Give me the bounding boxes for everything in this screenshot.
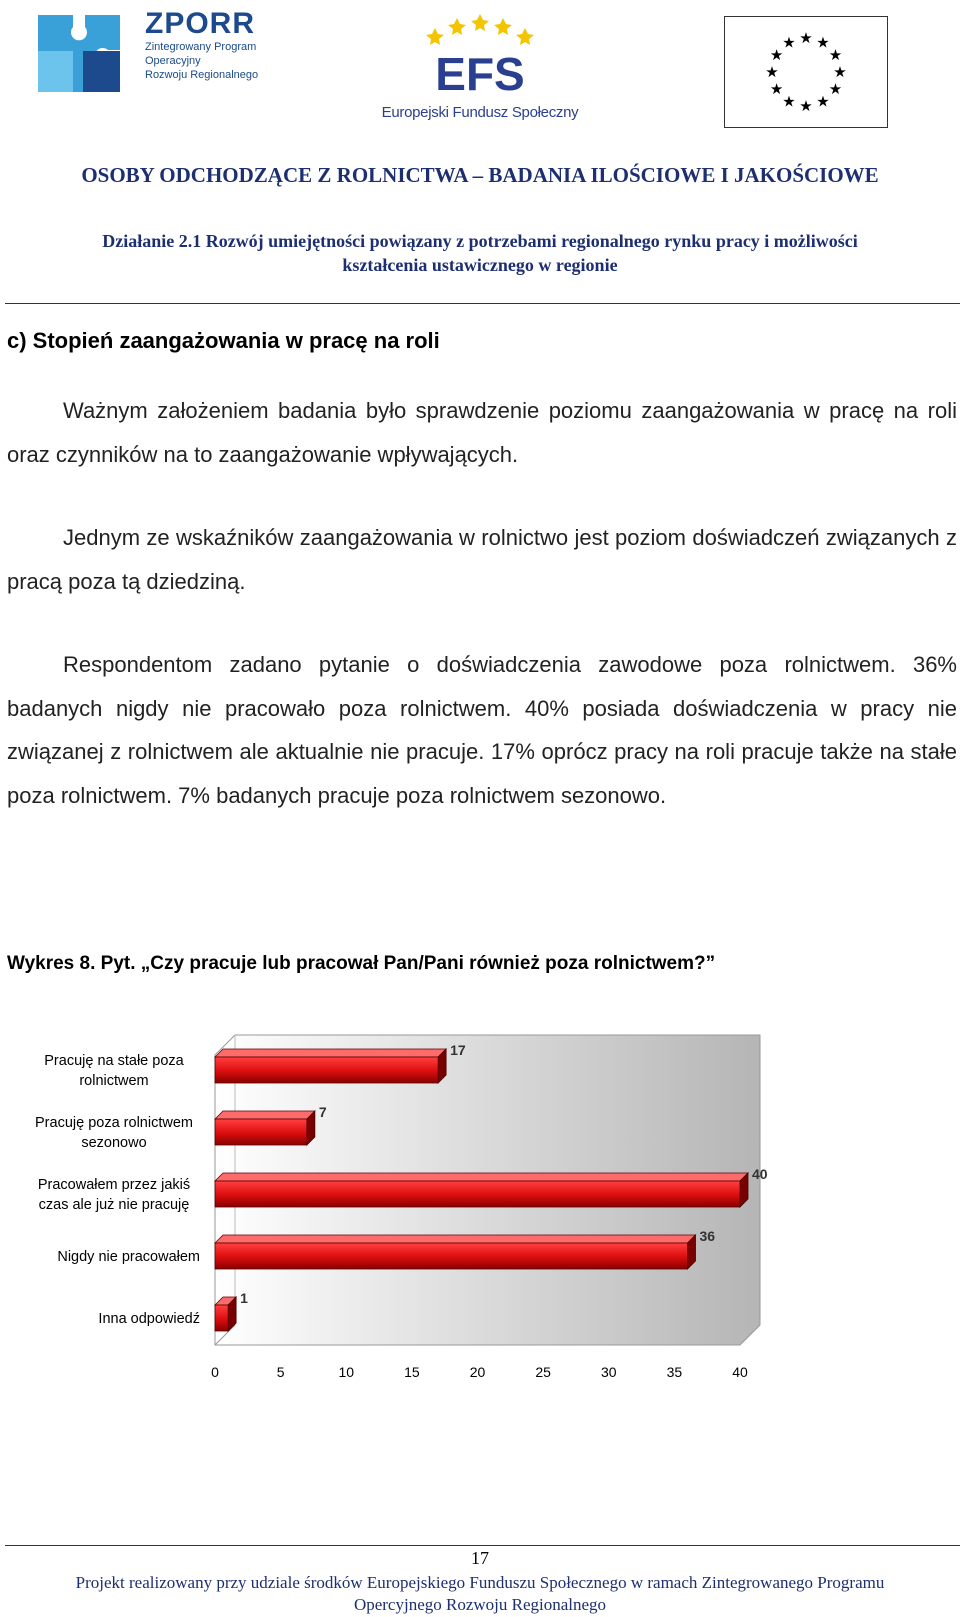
bar-value-label: 7 (318, 1104, 327, 1120)
bar (215, 1119, 307, 1145)
page-number: 17 (471, 1548, 489, 1568)
eu-stars-icon (725, 17, 887, 127)
eu-flag (724, 16, 888, 128)
zporr-title: ZPORR (145, 7, 255, 40)
paragraph-1: Ważnym założeniem badania było sprawdzenie poziomu zaangażowania w pracę na roli oraz czynników na to zaangażowanie wpływających. (7, 398, 957, 467)
x-tick-label: 35 (666, 1364, 683, 1380)
section-heading: c) Stopień zaangażowania w pracę na roli (7, 328, 440, 353)
bar-value-label: 36 (699, 1228, 716, 1244)
zporr-line-1: Zintegrowany Program (145, 41, 257, 53)
efs-mark: EFS (435, 48, 525, 100)
zporr-puzzle-logo (28, 5, 138, 97)
category-label: czas ale już nie pracuję (38, 1197, 190, 1213)
x-tick-label: 30 (600, 1364, 617, 1380)
bar (215, 1305, 228, 1331)
eu-star-icon: ★ (782, 92, 796, 111)
eu-star-icon: ★ (828, 46, 843, 64)
category-label: sezonowo (81, 1135, 147, 1151)
x-tick-label: 25 (535, 1364, 551, 1380)
category-label: rolnictwem (79, 1073, 149, 1089)
footer-divider (5, 1545, 960, 1546)
eu-star-icon: ★ (765, 63, 779, 81)
category-label: Inna odpowiedź (98, 1311, 200, 1327)
document-title: OSOBY ODCHODZĄCE Z ROLNICTWA – BADANIA ILOŚCIOWE I JAKOŚCIOWE (81, 163, 879, 187)
efs-caption: Europejski Fundusz Społeczny (381, 104, 579, 121)
footer-line-2: Opercyjnego Rozwoju Regionalnego (353, 1595, 607, 1614)
category-label: Pracuję na stałe poza (44, 1053, 184, 1069)
category-label: Nigdy nie pracowałem (57, 1249, 200, 1265)
bar (215, 1181, 740, 1207)
bar-chart (0, 1030, 960, 1430)
efs-logo (415, 10, 545, 100)
bar-value-label: 17 (450, 1042, 466, 1058)
eu-star-icon: ★ (828, 80, 843, 98)
logo-bar (0, 0, 960, 140)
x-tick-label: 5 (276, 1364, 285, 1380)
bar-top (215, 1235, 696, 1243)
bar-top (215, 1173, 748, 1181)
zporr-wordmark (145, 8, 258, 82)
zporr-line-3: Rozwoju Regionalnego (145, 69, 259, 81)
footer-text (0, 1572, 960, 1616)
eu-star-icon: ★ (769, 80, 784, 98)
document-subtitle (30, 229, 930, 277)
chart-caption: Wykres 8. Pyt. „Czy pracuje lub pracował Pan/Pani również poza rolnictwem?” (7, 953, 716, 974)
x-tick-label: 15 (404, 1364, 420, 1380)
bar-top (215, 1111, 315, 1119)
paragraph-3: Respondentom zadano pytanie o doświadczenia zawodowe poza rolnictwem. 36% badanych nigdy nie pracowało poza rolnictwem. 40% posiada doświadczenia w pracy nie związanej z rolnictwem ale aktualnie nie pracuje. 17% oprócz pracy na roli pracuje także na stałe poza rolnictwem. 7% badanych pracuje poza rolnictwem sezonowo. (7, 652, 957, 808)
eu-star-icon: ★ (816, 92, 830, 111)
header-divider (5, 303, 960, 304)
category-label: Pracuję poza rolnictwem (35, 1115, 193, 1131)
x-tick-label: 10 (338, 1364, 355, 1380)
eu-star-icon: ★ (799, 29, 813, 47)
bar-top (215, 1049, 446, 1057)
eu-star-icon: ★ (799, 97, 813, 115)
subtitle-line-1: Działanie 2.1 Rozwój umiejętności powiązany z potrzebami regionalnego rynku pracy i możliwości (102, 231, 858, 251)
bar (215, 1057, 438, 1083)
bar (215, 1243, 688, 1269)
x-tick-label: 40 (732, 1364, 748, 1380)
eu-star-icon: ★ (833, 63, 847, 81)
footer-line-1: Projekt realizowany przy udziale środków Europejskiego Funduszu Społecznego w ramach Zintegrowanego Programu (75, 1573, 885, 1592)
bar-value-label: 40 (752, 1166, 768, 1182)
x-tick-label: 20 (469, 1364, 486, 1380)
chart-svg (0, 1030, 960, 1430)
x-tick-label: 0 (211, 1364, 219, 1380)
bar-value-label: 1 (240, 1290, 248, 1306)
subtitle-line-2: kształcenia ustawicznego w regionie (342, 255, 618, 275)
eu-star-icon: ★ (816, 33, 830, 52)
zporr-line-2: Operacyjny (145, 55, 201, 67)
eu-star-icon: ★ (769, 46, 784, 64)
eu-star-icon: ★ (782, 33, 796, 52)
paragraph-2: Jednym ze wskaźników zaangażowania w rolnictwo jest poziom doświadczeń związanych z pracą poza tą dziedziną. (7, 525, 957, 594)
category-label: Pracowałem przez jakiś (37, 1177, 191, 1193)
